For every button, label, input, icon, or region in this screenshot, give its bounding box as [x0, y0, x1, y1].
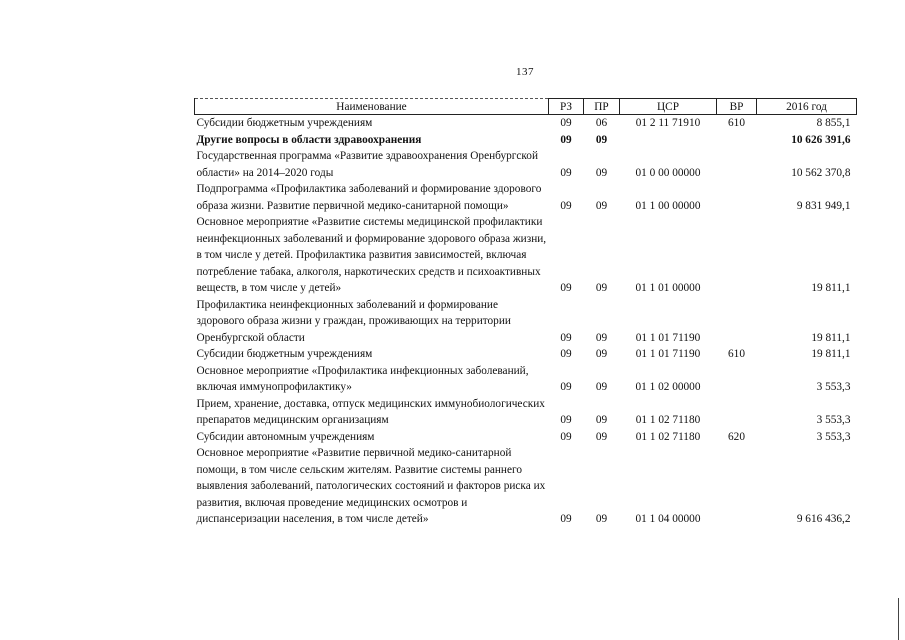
- cell-csr: 01 1 01 00000: [635, 282, 701, 294]
- cell-pr: 06: [595, 117, 608, 129]
- header-name: Наименование: [195, 99, 549, 115]
- cell-pr: 09: [595, 430, 608, 443]
- cell-vr: [717, 148, 757, 181]
- cell-pr: 09: [595, 166, 608, 179]
- cell-vr: [717, 181, 757, 214]
- header-pr: ПР: [584, 99, 620, 115]
- cell-name: Основное мероприятие «Развитие первичной медико-санитарной помощи, в том числе сельским жителям. Развитие системы раннего выявления заболеваний, патологических состояний и факторов риска их развития, включая проведение медицинских осмотров и диспансеризации населения, в том числе детей»: [196, 447, 546, 525]
- table-row: [195, 132, 857, 149]
- cell-rz: 09: [560, 430, 572, 443]
- table-row: [195, 115, 857, 132]
- cell-sum: 3 553,3: [816, 381, 851, 393]
- header-csr: ЦСР: [620, 99, 717, 115]
- cell-vr: [717, 297, 757, 347]
- cell-pr: 09: [595, 513, 608, 525]
- table-row: [195, 148, 857, 181]
- cell-rz: 09: [560, 133, 572, 146]
- cell-name: Другие вопросы в области здравоохранения: [196, 133, 422, 146]
- cell-name: Профилактика неинфекционных заболеваний и формирование здорового образа жизни у граждан, проживающих на территории Оренбургской области: [196, 298, 511, 344]
- cell-sum: 9 831 949,1: [796, 199, 851, 212]
- cell-name: Основное мероприятие «Развитие системы медицинской профилактики неинфекционных заболеваний и формирование здорового образа жизни, в том числе у детей. Профилактика развития зависимостей, включая потребление табака, алкоголя, наркотических средств и психоактивных веществ, в том числе у детей»: [196, 216, 547, 294]
- cell-sum: 19 811,1: [811, 282, 851, 294]
- cell-name: Субсидии бюджетным учреждениям: [196, 348, 373, 360]
- cell-name: Субсидии бюджетным учреждениям: [196, 117, 373, 129]
- cell-sum: 9 616 436,2: [796, 513, 851, 525]
- header-rz: РЗ: [549, 99, 584, 115]
- cell-csr: 01 0 00 00000: [635, 166, 701, 179]
- cell-pr: 09: [595, 348, 608, 360]
- table-row: [195, 181, 857, 214]
- table-row: [195, 396, 857, 429]
- cell-csr: 01 1 04 00000: [635, 513, 701, 525]
- cell-rz: 09: [560, 414, 572, 426]
- header-sum: 2016 год: [757, 99, 857, 115]
- cell-vr: [717, 396, 757, 429]
- cell-rz: 09: [560, 348, 572, 360]
- cell-rz: 09: [560, 282, 572, 294]
- page-number: 137: [516, 66, 534, 78]
- cell-vr: [717, 445, 757, 528]
- cell-csr: 01 1 01 71190: [635, 348, 701, 360]
- cell-rz: 09: [560, 381, 572, 393]
- cell-sum: 10 626 391,6: [791, 133, 851, 146]
- cell-vr: [717, 363, 757, 396]
- cell-vr: 610: [728, 348, 745, 360]
- cell-pr: 09: [595, 199, 608, 212]
- cell-csr: 01 1 02 71180: [635, 430, 701, 443]
- cell-sum: 8 855,1: [816, 117, 851, 129]
- cell-rz: 09: [560, 117, 572, 129]
- cell-vr: 610: [728, 117, 745, 129]
- cell-sum: 10 562 370,8: [791, 166, 851, 179]
- cell-csr: 01 2 11 71910: [635, 117, 701, 129]
- cell-csr: [620, 132, 717, 149]
- cell-pr: 09: [595, 133, 608, 146]
- cell-sum: 3 553,3: [816, 414, 851, 426]
- cell-name: Государственная программа «Развитие здравоохранения Оренбургской области» на 2014–2020 годы: [196, 150, 539, 179]
- cell-csr: 01 1 00 00000: [635, 199, 701, 212]
- cell-rz: 09: [560, 331, 572, 344]
- scan-edge-line: [898, 598, 899, 640]
- cell-vr: [717, 214, 757, 297]
- budget-table: [194, 98, 857, 528]
- cell-rz: 09: [560, 166, 572, 179]
- table-row: [195, 363, 857, 396]
- cell-vr: [717, 132, 757, 149]
- cell-pr: 09: [595, 414, 608, 426]
- cell-pr: 09: [595, 282, 608, 294]
- cell-csr: 01 1 01 71190: [635, 331, 701, 344]
- header-vr: ВР: [717, 99, 757, 115]
- cell-name: Прием, хранение, доставка, отпуск медицинских иммунобиологических препаратов медицинским организациям: [196, 397, 545, 426]
- cell-sum: 3 553,3: [816, 430, 851, 443]
- table-row: [195, 297, 857, 347]
- cell-sum: 19 811,1: [811, 331, 851, 344]
- table-row: [195, 346, 857, 363]
- cell-rz: 09: [560, 513, 572, 525]
- cell-name: Основное мероприятие «Профилактика инфекционных заболеваний, включая иммунопрофилактику»: [196, 364, 529, 393]
- cell-pr: 09: [595, 331, 608, 344]
- table-row: [195, 429, 857, 446]
- cell-csr: 01 1 02 00000: [635, 381, 701, 393]
- cell-vr: 620: [728, 430, 745, 443]
- cell-pr: 09: [595, 381, 608, 393]
- cell-name: Субсидии автономным учреждениям: [196, 430, 375, 443]
- table-row: [195, 214, 857, 297]
- table-body: [195, 115, 857, 528]
- cell-sum: 19 811,1: [811, 348, 851, 360]
- table-header: [195, 99, 857, 115]
- cell-csr: 01 1 02 71180: [635, 414, 701, 426]
- table-row: [195, 445, 857, 528]
- cell-name: Подпрограмма «Профилактика заболеваний и формирование здорового образа жизни. Развитие первичной медико-санитарной помощи»: [196, 183, 542, 212]
- cell-rz: 09: [560, 199, 572, 212]
